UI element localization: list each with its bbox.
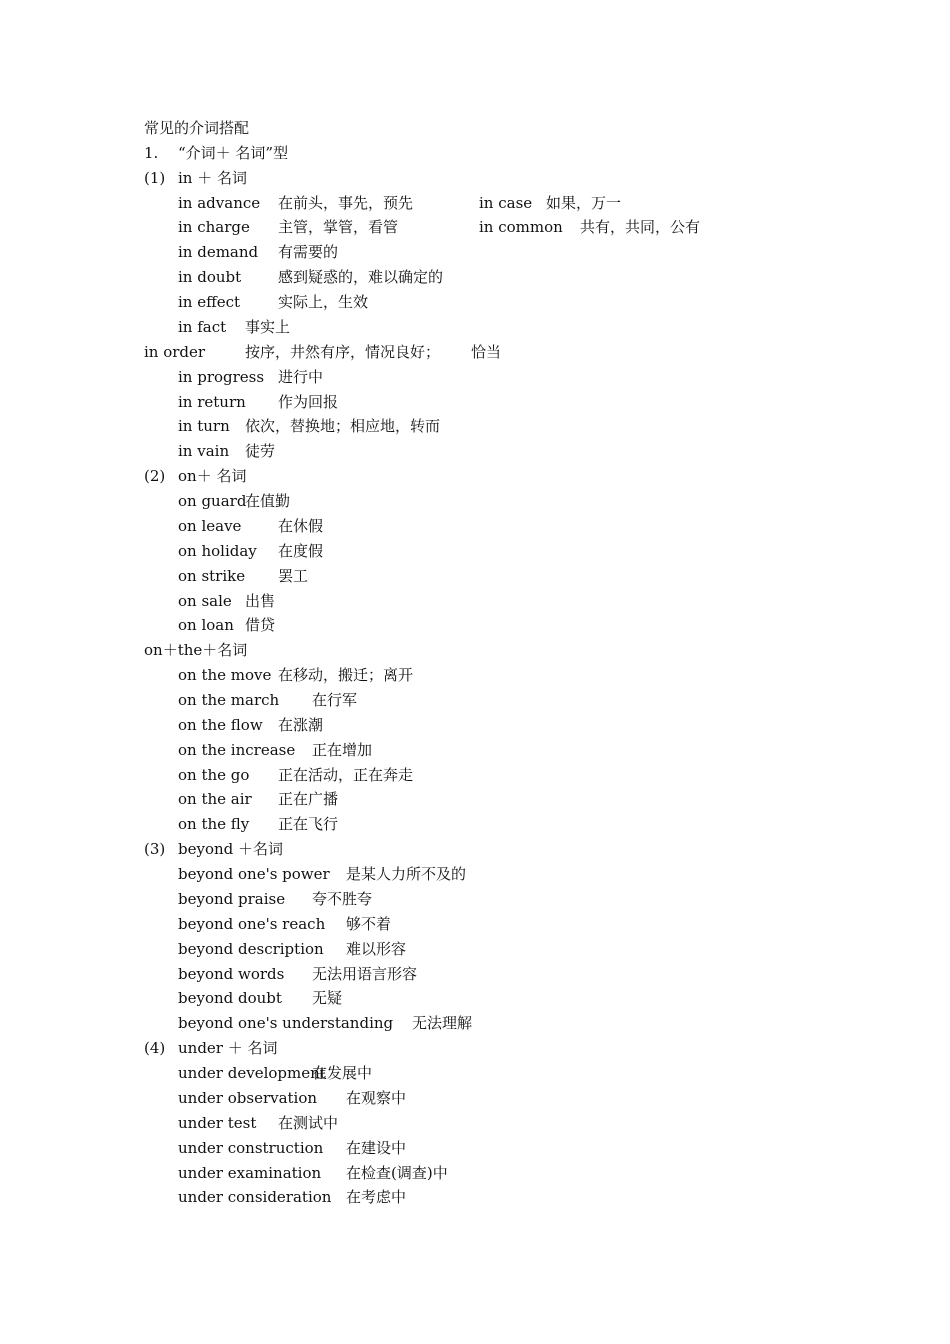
- line-text: 无疑: [312, 989, 343, 1007]
- text-line: [0, 342, 950, 367]
- text-line: [0, 814, 950, 839]
- text-line: [0, 665, 950, 690]
- line-text: in ＋ 名词: [178, 169, 247, 187]
- text-line: [0, 1138, 950, 1163]
- line-text: 正在飞行: [278, 815, 339, 833]
- line-text: 作为回报: [278, 393, 339, 411]
- line-term: on the fly: [178, 815, 250, 833]
- line-text: beyond ＋名词: [178, 840, 284, 858]
- line-term: on sale: [178, 592, 232, 610]
- line-text: 在建设中: [346, 1139, 407, 1157]
- text-line: [0, 914, 950, 939]
- line-text: 感到疑惑的，难以确定的: [278, 268, 444, 286]
- line-term: in charge: [178, 218, 250, 236]
- text-line: [0, 267, 950, 292]
- line-text: 事实上: [245, 318, 291, 336]
- line-text: 无法用语言形容: [312, 965, 418, 983]
- line-term: on the flow: [178, 716, 263, 734]
- line-term: (4): [144, 1039, 166, 1057]
- line-term: in doubt: [178, 268, 242, 286]
- text-line: [0, 292, 950, 317]
- line-text: 共有，共同，公有: [580, 218, 701, 236]
- text-line: [0, 541, 950, 566]
- line-term: on the go: [178, 766, 250, 784]
- text-line: [0, 1163, 950, 1188]
- text-line: [0, 939, 950, 964]
- text-line: [0, 715, 950, 740]
- text-line: [0, 242, 950, 267]
- line-text: 如果，万一: [546, 194, 622, 212]
- line-text: under ＋ 名词: [178, 1039, 278, 1057]
- line-text: 夸不胜夸: [312, 890, 373, 908]
- text-line: [0, 839, 950, 864]
- text-line: [0, 118, 950, 143]
- line-text: 徒劳: [245, 442, 276, 460]
- text-line: [0, 367, 950, 392]
- line-text: 正在活动，正在奔走: [278, 766, 414, 784]
- line-term: in order: [144, 343, 206, 361]
- line-term: beyond doubt: [178, 989, 282, 1007]
- text-line: [0, 1013, 950, 1038]
- line-term: on the increase: [178, 741, 296, 759]
- line-text: 是某人力所不及的: [346, 865, 467, 883]
- text-line: [0, 143, 950, 168]
- line-text: 在移动，搬迁；离开: [278, 666, 414, 684]
- line-text: on＋ 名词: [178, 467, 247, 485]
- line-term: (3): [144, 840, 166, 858]
- line-term: on strike: [178, 567, 246, 585]
- text-line: [0, 193, 950, 218]
- text-line: [0, 690, 950, 715]
- text-line: [0, 640, 950, 665]
- line-term: 1.: [144, 144, 159, 162]
- line-term: under consideration: [178, 1188, 332, 1206]
- line-term: in vain: [178, 442, 230, 460]
- text-line: [0, 1187, 950, 1212]
- text-line: [0, 317, 950, 342]
- line-text: 罢工: [278, 567, 309, 585]
- text-line: [0, 566, 950, 591]
- text-line: [0, 491, 950, 516]
- line-text: 在休假: [278, 517, 324, 535]
- line-term: beyond one's understanding: [178, 1014, 394, 1032]
- line-text: 出售: [245, 592, 276, 610]
- line-text: 在值勤: [245, 492, 291, 510]
- line-text: 在观察中: [346, 1089, 407, 1107]
- text-line: [0, 740, 950, 765]
- line-text: in common: [479, 218, 563, 236]
- line-text: 够不着: [346, 915, 392, 933]
- line-term: in return: [178, 393, 246, 411]
- text-line: [0, 765, 950, 790]
- line-term: under test: [178, 1114, 257, 1132]
- text-line: [0, 392, 950, 417]
- line-term: on leave: [178, 517, 242, 535]
- line-text: 在检查(调查)中: [346, 1164, 448, 1182]
- line-term: on the move: [178, 666, 272, 684]
- text-line: [0, 964, 950, 989]
- text-line: [0, 1113, 950, 1138]
- text-line: [0, 416, 950, 441]
- line-text: 正在增加: [312, 741, 373, 759]
- line-term: in effect: [178, 293, 241, 311]
- line-term: beyond description: [178, 940, 324, 958]
- text-line: [0, 591, 950, 616]
- text-line: [0, 988, 950, 1013]
- text-line: [0, 168, 950, 193]
- text-line: [0, 789, 950, 814]
- line-term: under construction: [178, 1139, 324, 1157]
- line-term: beyond praise: [178, 890, 286, 908]
- line-text: 实际上，生效: [278, 293, 369, 311]
- line-text: 在发展中: [312, 1064, 373, 1082]
- line-term: on loan: [178, 616, 234, 634]
- line-term: in progress: [178, 368, 265, 386]
- line-text: 恰当: [471, 343, 502, 361]
- text-line: [0, 1063, 950, 1088]
- text-line: [0, 1088, 950, 1113]
- line-term: on guard: [178, 492, 247, 510]
- line-text: 按序，井然有序，情况良好；: [245, 343, 441, 361]
- line-text: “介词＋ 名词”型: [178, 144, 289, 162]
- line-text: 主管，掌管，看管: [278, 218, 399, 236]
- line-term: beyond one's power: [178, 865, 330, 883]
- line-text: 无法理解: [412, 1014, 473, 1032]
- line-term: beyond one's reach: [178, 915, 326, 933]
- line-term: (1): [144, 169, 166, 187]
- line-term: on the air: [178, 790, 252, 808]
- text-line: [0, 615, 950, 640]
- line-term: in demand: [178, 243, 259, 261]
- line-term: under observation: [178, 1089, 318, 1107]
- line-text: 正在广播: [278, 790, 339, 808]
- line-term: on holiday: [178, 542, 257, 560]
- line-text: 在度假: [278, 542, 324, 560]
- line-term: in fact: [178, 318, 227, 336]
- line-term: 常见的介词搭配: [144, 119, 250, 137]
- text-line: [0, 864, 950, 889]
- line-term: under examination: [178, 1164, 322, 1182]
- line-text: 进行中: [278, 368, 324, 386]
- line-text: 在测试中: [278, 1114, 339, 1132]
- line-term: on the march: [178, 691, 280, 709]
- line-term: in turn: [178, 417, 230, 435]
- line-text: 有需要的: [278, 243, 339, 261]
- line-text: 在考虑中: [346, 1188, 407, 1206]
- line-term: on＋the＋名词: [144, 641, 248, 659]
- line-text: 依次，替换地；相应地，转而: [245, 417, 441, 435]
- line-text: 难以形容: [346, 940, 407, 958]
- line-text: in case: [479, 194, 533, 212]
- line-text: 在行军: [312, 691, 358, 709]
- text-line: [0, 516, 950, 541]
- text-line: [0, 217, 950, 242]
- line-text: 在前头，事先，预先: [278, 194, 414, 212]
- line-text: 在涨潮: [278, 716, 324, 734]
- line-term: under development: [178, 1064, 326, 1082]
- line-term: in advance: [178, 194, 261, 212]
- line-text: 借贷: [245, 616, 276, 634]
- line-term: (2): [144, 467, 166, 485]
- line-term: beyond words: [178, 965, 285, 983]
- text-line: [0, 466, 950, 491]
- text-line: [0, 889, 950, 914]
- text-line: [0, 441, 950, 466]
- text-line: [0, 1038, 950, 1063]
